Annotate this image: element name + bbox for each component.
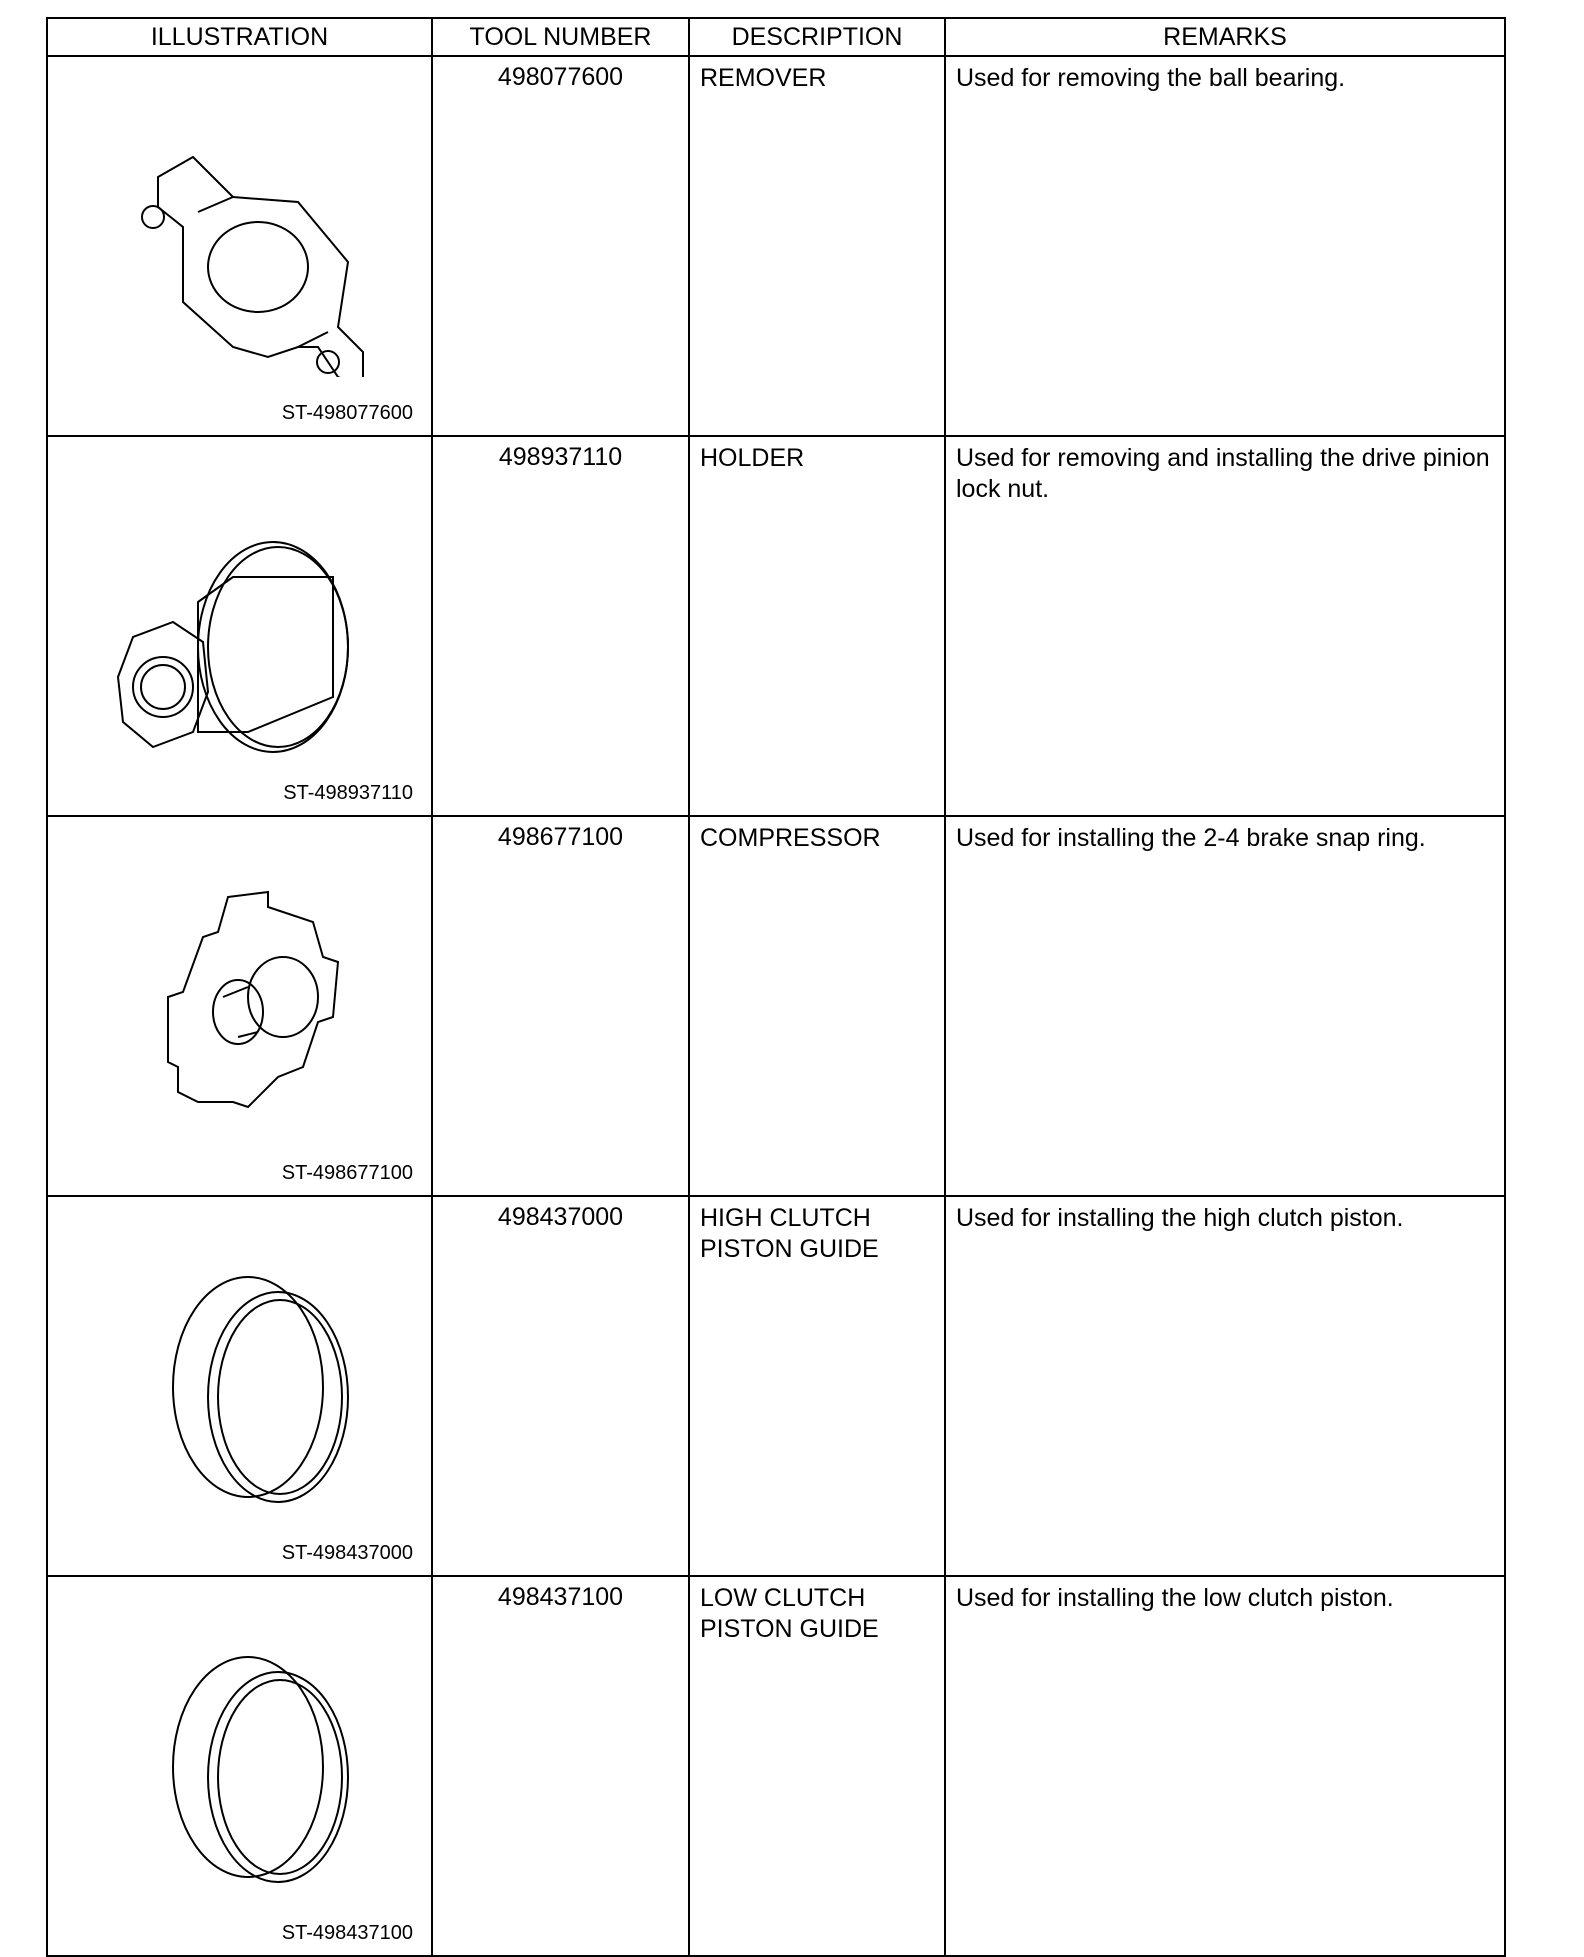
special-tools-table: [46, 17, 1506, 1957]
illustration-code: ST-498437100: [281, 1922, 413, 1944]
tool-number: 498437100: [432, 1576, 689, 1956]
table-row: [47, 56, 1505, 436]
remarks: Used for removing and installing the drive pinion lock nut.: [945, 436, 1505, 816]
description: HOLDER: [689, 436, 945, 816]
table-row: [47, 1576, 1505, 1956]
illustration-high-clutch-piston-guide: [48, 1197, 431, 1569]
illustration-code: ST-498937110: [283, 782, 413, 804]
remarks: Used for installing the high clutch piston.: [945, 1196, 1505, 1576]
tool-number: 498677100: [432, 816, 689, 1196]
illustration-remover: [48, 57, 431, 429]
header-description: DESCRIPTION: [689, 18, 945, 56]
description: HIGH CLUTCH PISTON GUIDE: [689, 1196, 945, 1576]
remarks: Used for installing the 2-4 brake snap ring.: [945, 816, 1505, 1196]
illustration-compressor: [48, 817, 431, 1189]
illustration-low-clutch-piston-guide: [48, 1577, 431, 1949]
illustration-code: ST-498677100: [281, 1162, 413, 1184]
description: REMOVER: [689, 56, 945, 436]
header-tool-number: TOOL NUMBER: [432, 18, 689, 56]
tool-number: 498437000: [432, 1196, 689, 1576]
description: COMPRESSOR: [689, 816, 945, 1196]
remarks: Used for installing the low clutch piston.: [945, 1576, 1505, 1956]
description: LOW CLUTCH PISTON GUIDE: [689, 1576, 945, 1956]
header-illustration: ILLUSTRATION: [47, 18, 432, 56]
header-remarks: REMARKS: [945, 18, 1505, 56]
tool-number: 498077600: [432, 56, 689, 436]
table-row: [47, 1196, 1505, 1576]
remarks: Used for removing the ball bearing.: [945, 56, 1505, 436]
tool-number: 498937110: [432, 436, 689, 816]
illustration-holder: [48, 437, 431, 809]
illustration-code: ST-498077600: [281, 402, 413, 424]
illustration-code: ST-498437000: [281, 1542, 413, 1564]
table-row: [47, 816, 1505, 1196]
table-header: [47, 18, 1505, 56]
table-row: [47, 436, 1505, 816]
